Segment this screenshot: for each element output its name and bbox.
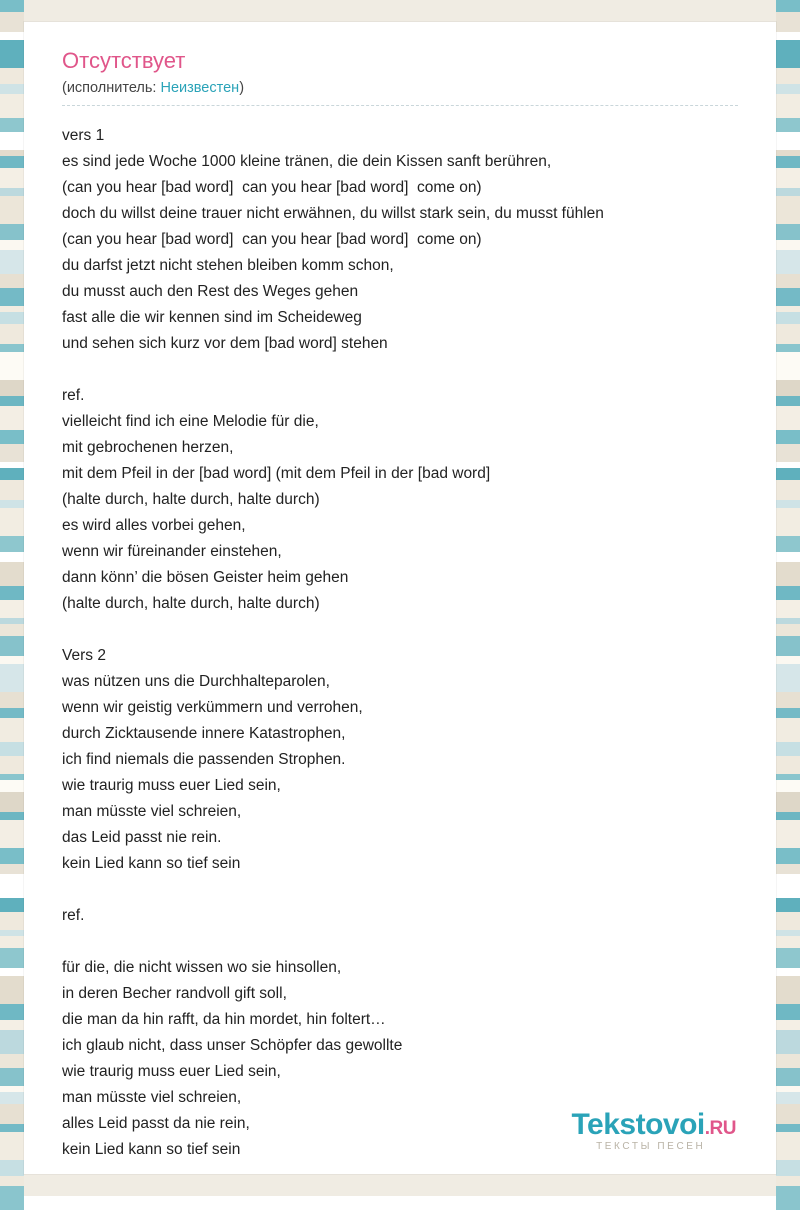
- page-title: Отсутствует: [62, 48, 186, 73]
- decorative-stripe: [0, 976, 24, 1004]
- decorative-stripe: [0, 468, 24, 480]
- decorative-stripe: [776, 848, 800, 864]
- decorative-stripe: [0, 692, 24, 708]
- lyrics-line: kein Lied kann so tief sein: [62, 855, 241, 873]
- decorative-stripe: [0, 396, 24, 406]
- lyrics-line: ich glaub nicht, dass unser Schöpfer das gewollte: [62, 1037, 403, 1055]
- decorative-stripe: [776, 1124, 800, 1132]
- decorative-stripe: [0, 968, 24, 976]
- decorative-stripe: [0, 874, 24, 898]
- decorative-stripe: [776, 636, 800, 656]
- decorative-stripe: [776, 552, 800, 562]
- watermark-name-main: Tekstovoi: [571, 1108, 705, 1141]
- decorative-stripe: [0, 898, 24, 912]
- decorative-stripe: [0, 1068, 24, 1086]
- decorative-stripe: [776, 1054, 800, 1068]
- decorative-stripe: [776, 1030, 800, 1054]
- decorative-stripe: [776, 624, 800, 636]
- right-stripe-band: [776, 0, 800, 1196]
- site-watermark: [571, 1110, 736, 1152]
- lyrics-line: man müsste viel schreien,: [62, 803, 242, 821]
- decorative-stripe: [776, 1068, 800, 1086]
- decorative-stripe: [776, 250, 800, 274]
- lyrics-line: mit gebrochenen herzen,: [62, 439, 234, 457]
- decorative-stripe: [0, 1020, 24, 1030]
- decorative-stripe: [0, 948, 24, 968]
- decorative-stripe: [776, 586, 800, 600]
- lyrics-line: ref.: [62, 387, 85, 405]
- decorative-stripe: [776, 948, 800, 968]
- lyrics-line: ref.: [62, 907, 85, 925]
- decorative-stripe: [776, 968, 800, 976]
- decorative-stripe: [0, 536, 24, 552]
- decorative-stripe: [776, 94, 800, 118]
- decorative-stripe: [776, 756, 800, 774]
- lyrics-body: [62, 123, 738, 1163]
- decorative-stripe: [0, 848, 24, 864]
- decorative-stripe: [0, 742, 24, 756]
- decorative-stripe: [0, 0, 24, 12]
- decorative-stripe: [0, 188, 24, 196]
- lyrics-line: und sehen sich kurz vor dem [bad word] stehen: [62, 335, 388, 353]
- decorative-stripe: [776, 500, 800, 508]
- lyrics-line: du musst auch den Rest des Weges gehen: [62, 283, 359, 301]
- decorative-stripe: [0, 444, 24, 462]
- lyrics-line: wenn wir geistig verkümmern und verrohen,: [62, 699, 363, 717]
- decorative-stripe: [776, 396, 800, 406]
- decorative-stripe: [776, 188, 800, 196]
- decorative-stripe: [0, 864, 24, 874]
- decorative-stripe: [0, 1160, 24, 1176]
- decorative-stripe: [776, 168, 800, 188]
- decorative-stripe: [776, 240, 800, 250]
- decorative-stripe: [776, 1104, 800, 1124]
- decorative-stripe: [776, 1020, 800, 1030]
- decorative-stripe: [0, 352, 24, 380]
- decorative-stripe: [776, 480, 800, 500]
- decorative-stripe: [0, 240, 24, 250]
- decorative-stripe: [776, 406, 800, 430]
- decorative-stripe: [776, 742, 800, 756]
- decorative-stripe: [0, 288, 24, 306]
- decorative-stripe: [776, 976, 800, 1004]
- decorative-stripe: [776, 1092, 800, 1104]
- decorative-stripe: [776, 118, 800, 132]
- decorative-stripe: [0, 636, 24, 656]
- lyrics-line: mit dem Pfeil in der [bad word] (mit dem Pfeil in der [bad word]: [62, 465, 491, 483]
- lyrics-line: (halte durch, halte durch, halte durch): [62, 491, 320, 509]
- decorative-stripe: [0, 756, 24, 774]
- decorative-stripe: [776, 864, 800, 874]
- lyrics-line: was nützen uns die Durchhalteparolen,: [62, 673, 330, 691]
- decorative-stripe: [776, 812, 800, 820]
- decorative-stripe: [776, 664, 800, 692]
- decorative-stripe: [0, 32, 24, 40]
- decorative-stripe: [776, 562, 800, 586]
- lyrics-blank-line: [62, 877, 738, 903]
- decorative-stripe: [776, 600, 800, 618]
- decorative-stripe: [776, 224, 800, 240]
- decorative-stripe: [0, 84, 24, 94]
- decorative-stripe: [776, 692, 800, 708]
- decorative-stripe: [0, 312, 24, 324]
- decorative-stripe: [776, 344, 800, 352]
- decorative-stripe: [776, 324, 800, 344]
- decorative-stripe: [0, 40, 24, 68]
- lyrics-line: fast alle die wir kennen sind im Scheideweg: [62, 309, 362, 327]
- decorative-stripe: [776, 1160, 800, 1176]
- decorative-stripe: [0, 156, 24, 168]
- decorative-stripe: [0, 132, 24, 150]
- decorative-stripe: [0, 1186, 24, 1210]
- decorative-stripe: [0, 664, 24, 692]
- decorative-stripe: [0, 792, 24, 812]
- lyrics-line: das Leid passt nie rein.: [62, 829, 222, 847]
- lyrics-line: vers 1: [62, 127, 105, 145]
- decorative-stripe: [0, 324, 24, 344]
- decorative-stripe: [776, 874, 800, 898]
- left-stripe-band: [0, 0, 24, 1196]
- decorative-stripe: [776, 274, 800, 288]
- decorative-stripe: [776, 68, 800, 84]
- lyrics-line: wie traurig muss euer Lied sein,: [62, 1063, 281, 1081]
- decorative-stripe: [776, 40, 800, 68]
- decorative-stripe: [776, 156, 800, 168]
- decorative-stripe: [0, 430, 24, 444]
- decorative-stripe: [0, 1176, 24, 1186]
- decorative-stripe: [776, 536, 800, 552]
- decorative-stripe: [0, 708, 24, 718]
- artist-line: [62, 80, 738, 106]
- decorative-stripe: [776, 84, 800, 94]
- artist-link[interactable]: Неизвестен: [160, 80, 240, 97]
- lyrics-line: es wird alles vorbei gehen,: [62, 517, 246, 535]
- decorative-stripe: [776, 936, 800, 948]
- lyrics-blank-line: [62, 357, 738, 383]
- decorative-stripe: [0, 812, 24, 820]
- decorative-stripe: [776, 468, 800, 480]
- decorative-stripe: [0, 624, 24, 636]
- watermark-name-tld: .RU: [704, 1118, 736, 1139]
- lyrics-blank-line: [62, 617, 738, 643]
- decorative-stripe: [776, 1004, 800, 1020]
- lyrics-line: für die, die nicht wissen wo sie hinsollen,: [62, 959, 342, 977]
- decorative-stripe: [0, 912, 24, 930]
- decorative-stripe: [0, 250, 24, 274]
- decorative-stripe: [776, 132, 800, 150]
- decorative-stripe: [776, 352, 800, 380]
- decorative-stripe: [0, 820, 24, 848]
- decorative-stripe: [0, 12, 24, 32]
- decorative-stripe: [776, 656, 800, 664]
- decorative-stripe: [0, 656, 24, 664]
- decorative-stripe: [0, 936, 24, 948]
- decorative-stripe: [0, 552, 24, 562]
- decorative-stripe: [776, 912, 800, 930]
- lyrics-line: dann könn’ die bösen Geister heim gehen: [62, 569, 349, 587]
- decorative-stripe: [0, 380, 24, 396]
- lyrics-line: kein Lied kann so tief sein: [62, 1141, 241, 1159]
- decorative-stripe: [0, 94, 24, 118]
- decorative-stripe: [0, 780, 24, 792]
- decorative-stripe: [776, 444, 800, 462]
- decorative-stripe: [776, 780, 800, 792]
- decorative-stripe: [0, 480, 24, 500]
- decorative-stripe: [776, 820, 800, 848]
- decorative-stripe: [0, 586, 24, 600]
- lyrics-line: wenn wir füreinander einstehen,: [62, 543, 282, 561]
- lyrics-line: wie traurig muss euer Lied sein,: [62, 777, 281, 795]
- decorative-stripe: [776, 430, 800, 444]
- decorative-stripe: [776, 1176, 800, 1186]
- decorative-stripe: [0, 1104, 24, 1124]
- decorative-stripe: [776, 12, 800, 32]
- decorative-stripe: [0, 1124, 24, 1132]
- decorative-stripe: [0, 508, 24, 536]
- lyrics-line: durch Zicktausende innere Katastrophen,: [62, 725, 346, 743]
- decorative-stripe: [776, 0, 800, 12]
- decorative-stripe: [0, 224, 24, 240]
- decorative-stripe: [0, 168, 24, 188]
- decorative-stripe: [0, 562, 24, 586]
- decorative-stripe: [776, 708, 800, 718]
- decorative-stripe: [0, 1030, 24, 1054]
- decorative-stripe: [776, 1186, 800, 1210]
- decorative-stripe: [0, 500, 24, 508]
- artist-prefix: (исполнитель:: [62, 80, 161, 97]
- decorative-stripe: [0, 196, 24, 224]
- decorative-stripe: [776, 508, 800, 536]
- decorative-stripe: [0, 274, 24, 288]
- lyrics-line: du darfst jetzt nicht stehen bleiben komm schon,: [62, 257, 394, 275]
- decorative-stripe: [776, 1132, 800, 1160]
- lyrics-line: vielleicht find ich eine Melodie für die,: [62, 413, 319, 431]
- decorative-stripe: [776, 898, 800, 912]
- decorative-stripe: [0, 600, 24, 618]
- lyrics-line: doch du willst deine trauer nicht erwähnen, du willst stark sein, du musst fühlen: [62, 205, 604, 223]
- lyrics-line: (can you hear [bad word] can you hear [bad word] come on): [62, 231, 482, 249]
- decorative-stripe: [0, 118, 24, 132]
- watermark-tagline: ТЕКСТЫ ПЕСЕН: [596, 1141, 706, 1152]
- lyrics-line: die man da hin rafft, da hin mordet, hin foltert…: [62, 1011, 386, 1029]
- lyrics-line: Vers 2: [62, 647, 106, 665]
- decorative-stripe: [0, 718, 24, 742]
- decorative-stripe: [776, 380, 800, 396]
- decorative-stripe: [0, 344, 24, 352]
- lyrics-line: ich find niemals die passenden Strophen.: [62, 751, 346, 769]
- lyrics-line: (can you hear [bad word] can you hear [bad word] come on): [62, 179, 482, 197]
- lyrics-line: man müsste viel schreien,: [62, 1089, 242, 1107]
- lyrics-line: alles Leid passt da nie rein,: [62, 1115, 250, 1133]
- lyrics-line: (halte durch, halte durch, halte durch): [62, 595, 320, 613]
- lyrics-line: es sind jede Woche 1000 kleine tränen, die dein Kissen sanft berühren,: [62, 153, 552, 171]
- decorative-stripe: [776, 288, 800, 306]
- decorative-stripe: [0, 1092, 24, 1104]
- decorative-stripe: [776, 196, 800, 224]
- artist-suffix: ): [239, 80, 245, 97]
- decorative-stripe: [0, 406, 24, 430]
- decorative-stripe: [776, 32, 800, 40]
- watermark-name: [571, 1110, 736, 1140]
- lyrics-blank-line: [62, 929, 738, 955]
- lyrics-line: in deren Becher randvoll gift soll,: [62, 985, 287, 1003]
- decorative-stripe: [776, 792, 800, 812]
- decorative-stripe: [776, 718, 800, 742]
- decorative-stripe: [776, 312, 800, 324]
- decorative-stripe: [0, 1132, 24, 1160]
- lyrics-sheet: [24, 22, 776, 1174]
- decorative-stripe: [0, 68, 24, 84]
- decorative-stripe: [0, 1004, 24, 1020]
- decorative-stripe: [0, 1054, 24, 1068]
